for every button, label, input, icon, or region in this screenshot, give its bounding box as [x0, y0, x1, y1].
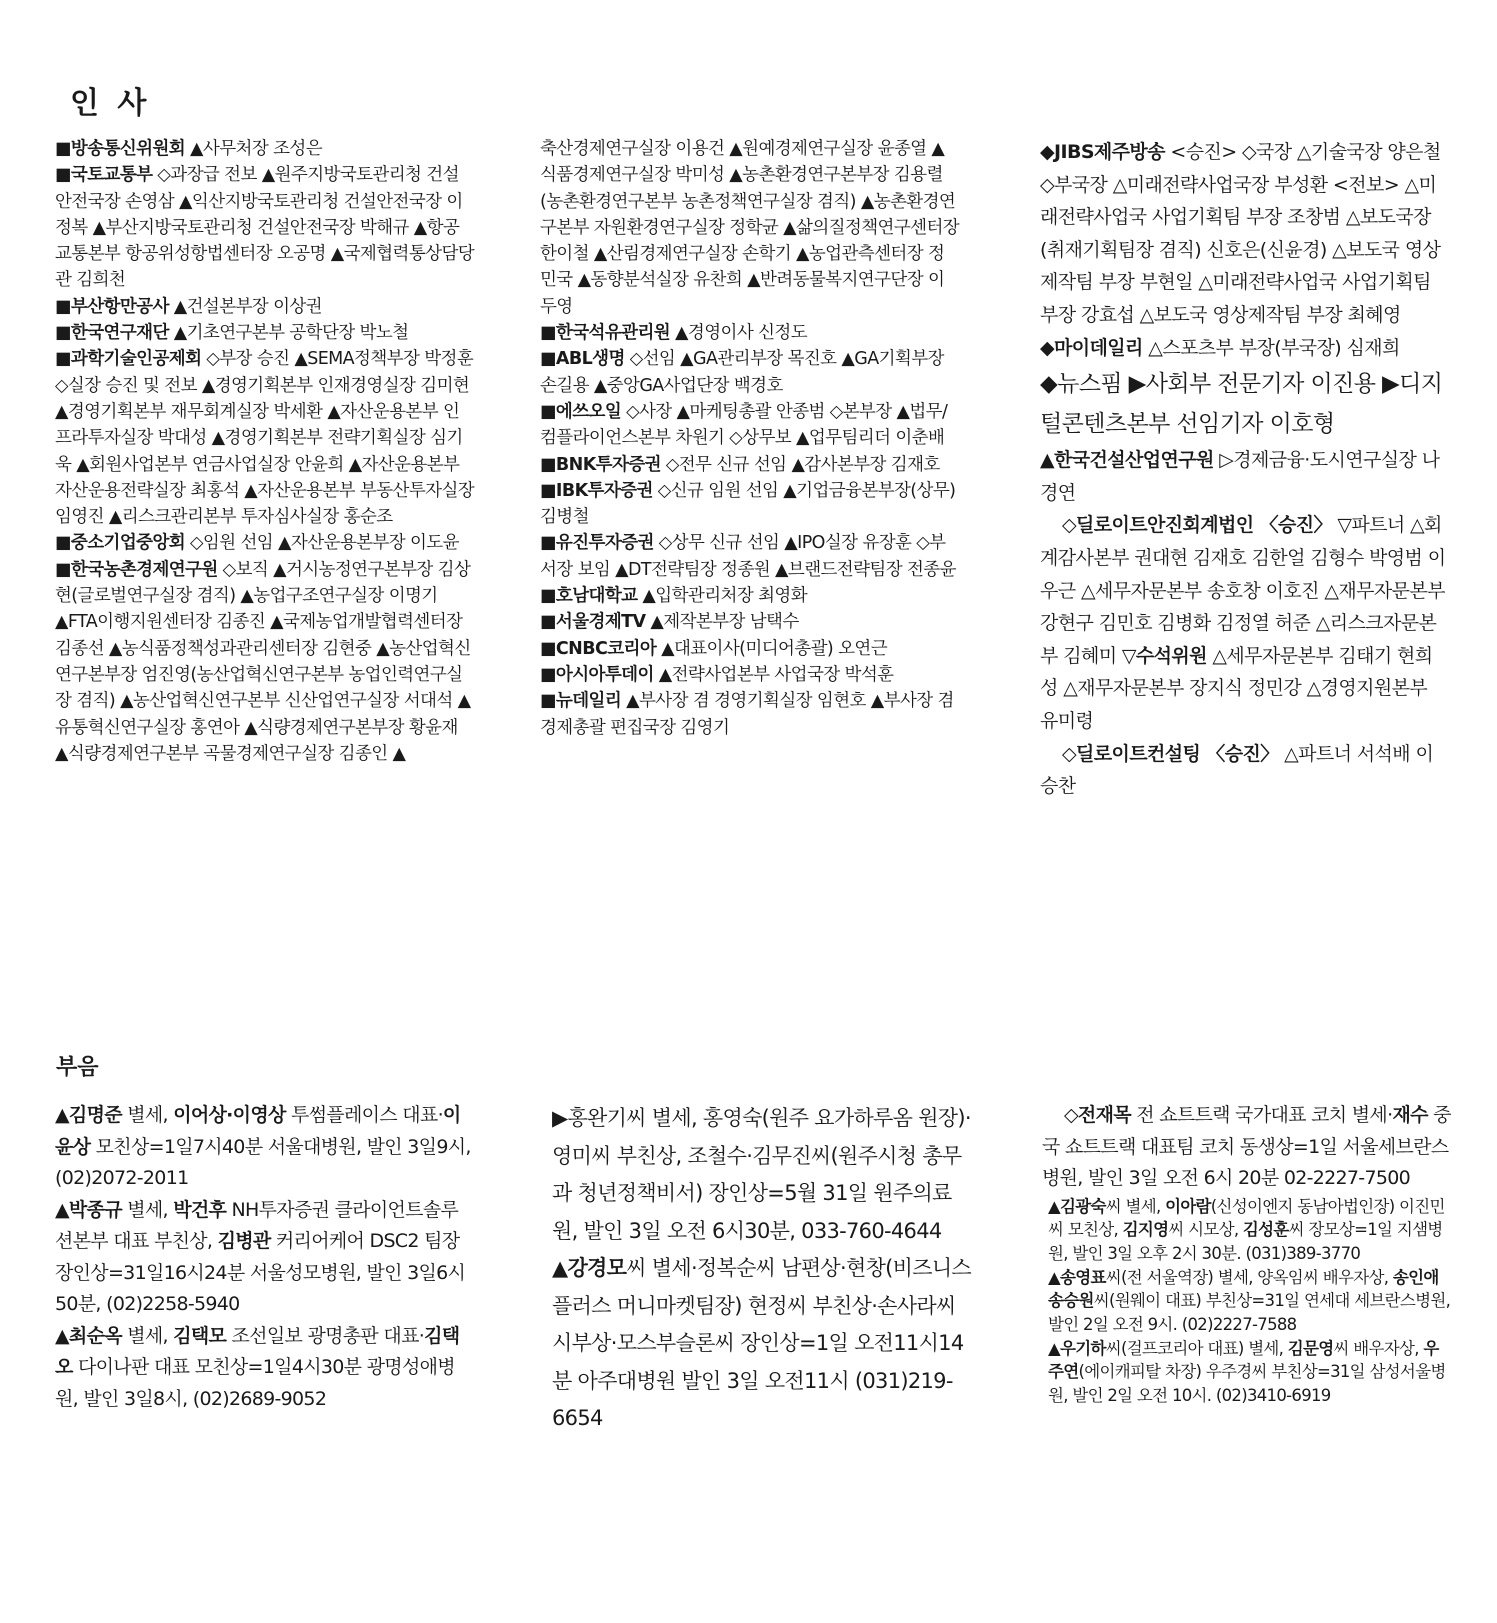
entry-organization: ■아시아투데이 [540, 664, 654, 685]
entry-paragraph [540, 399, 960, 452]
entry-paragraph [1040, 332, 1450, 365]
entry-organization: 박건후 [173, 1198, 227, 1221]
entry-organization: ■IBK투자증권 [540, 480, 653, 501]
entry-text: 커리어케어 DSC2 팀장 장인상=31일16시24분 서울성모병원, 발인 3일6시50분, (02)2258-5940 [55, 1230, 466, 1315]
entry-paragraph [55, 346, 475, 530]
entry-text: 별세, [121, 1324, 174, 1347]
entry-text: ▲사무처장 조성은 [185, 139, 322, 159]
entry-text: 별세, [121, 1104, 174, 1126]
entry-organization: ■서울경제TV [540, 612, 646, 633]
entry-text: 투썸플레이스 대표· [285, 1104, 443, 1126]
entry-organization: ▽수석위원 [1121, 644, 1207, 667]
entry-paragraph [1040, 364, 1450, 444]
entry-text: ◇임원 선임 ▲자산운용본부장 이도윤 [185, 533, 459, 554]
entry-text: 축산경제연구실장 이용건 ▲원예경제연구실장 윤종열 ▲식품경제연구실장 박미성 ▲농촌환경연구본부장 김용렬(농촌환경연구본부 농촌정책연구실장 겸직) ▲농촌환경연구본부 자원환경연구실장 정학균 ▲삶의질정책연구센터장 한이철 ▲산림경제연구실장 손학기 ▲농업관측센터장 정민국 ▲동향분석실장 유찬희 ▲반려동물복지연구단장 이두영 [540, 139, 960, 317]
entry-organization: ▲우기하 [1048, 1338, 1106, 1358]
entry-text: 모친상=1일7시40분 서울대병원, 발인 3일9시, (02)2072-2011 [55, 1135, 471, 1189]
entry-organization: 이어상·이영상 [173, 1104, 286, 1126]
entry-organization: ■한국연구재단 [55, 323, 169, 344]
entry-paragraph [540, 478, 960, 531]
entry-paragraph [1042, 1100, 1452, 1195]
entry-text: 조선일보 광명총판 대표· [226, 1324, 425, 1347]
entry-text: △파트너 서석배 이승찬 [1040, 742, 1434, 798]
entry-text: ▲전략사업본부 사업국장 박석훈 [653, 664, 894, 685]
entry-paragraph [540, 609, 960, 635]
entry-paragraph [540, 452, 960, 478]
entry-text: ◇상무 신규 선임 ▲IPO실장 유장훈 ◇부서장 보임 ▲DT전략팀장 정종원 ▲브랜드전략팀장 전종윤 [540, 533, 956, 580]
entry-paragraph [55, 162, 475, 293]
entry-organization: ▲김광숙 [1048, 1196, 1106, 1216]
entry-paragraph [55, 320, 475, 346]
entry-text: 씨(걸프코리아 대표) 별세, [1105, 1338, 1288, 1358]
entry-organization: 재수 [1392, 1104, 1428, 1126]
entry-text: ◇신규 임원 선임 ▲기업금융본부장(상무) 김병철 [540, 480, 956, 528]
entry-organization: ■BNK투자증권 [540, 454, 661, 475]
entry-paragraph [55, 557, 475, 767]
entry-paragraph [55, 1195, 475, 1321]
entry-text: (에이캐피탈 차장) 우주경씨 부친상=31일 삼성서울병원, 발인 2일 오전 10시. (02)3410-6919 [1048, 1362, 1446, 1406]
entry-organization: ■중소기업중앙회 [55, 533, 186, 554]
entry-text: ◆뉴스핌 ▶사회부 전문기자 이진용 ▶디지털콘텐츠본부 선임기자 이호형 [1040, 371, 1443, 438]
entry-organization: ▲김명준 [55, 1104, 122, 1126]
entry-text: ▲기초연구본부 공학단장 박노철 [168, 323, 409, 344]
entry-organization: ■부산항만공사 [55, 296, 169, 317]
entry-organization: ◆마이데일리 [1040, 336, 1143, 359]
obituary-column-3 [1042, 1100, 1452, 1408]
entry-text: ◇ [1064, 1104, 1078, 1126]
entry-organization: ■호남대학교 [540, 586, 638, 607]
entry-organization: ▲송영표 [1048, 1267, 1106, 1287]
entry-organization: ■에쓰오일 [540, 401, 622, 422]
entry-text: ◇전무 신규 선임 ▲감사본부장 김재호 [660, 454, 940, 475]
entry-organization: 김문영 [1287, 1338, 1334, 1358]
entry-paragraph [540, 636, 960, 662]
entry-organization: ■뉴데일리 [540, 691, 622, 712]
entry-text: 씨(원웨이 대표) 부친상=31일 연세대 세브란스병원, 발인 2일 오전 9시. (02)2227-7588 [1048, 1291, 1451, 1335]
entry-paragraph [540, 583, 960, 609]
entry-paragraph [1040, 738, 1450, 803]
entry-organization: 김지영 [1122, 1220, 1169, 1240]
entry-text: ◇사장 ▲마케팅총괄 안종범 ◇본부장 ▲법무/컴플라이언스본부 차원기 ◇상무보 ▲업무팀리더 이춘배 [540, 401, 948, 449]
entry-text: ▲대표이사(미디어총괄) 오연근 [656, 638, 888, 659]
entry-text: 다이나판 대표 모친상=1일4시30분 광명성애병원, 발인 3일8시, (02)2689-9052 [55, 1356, 455, 1410]
entry-paragraph [540, 688, 960, 741]
entry-text: ▲부사장 겸 경영기획실장 임현호 ▲부사장 겸 경제총괄 편집국장 김영기 [540, 691, 954, 738]
entry-text: △세무자문본부 김태기 현희성 △재무자문본부 장지식 정민강 △경영지원본부 유미령 [1040, 644, 1433, 732]
obituary-column-2 [552, 1100, 972, 1438]
entry-paragraph [552, 1100, 972, 1250]
entry-text: ◇부장 승진 ▲SEMA정책부장 박정훈 ◇실장 승진 및 전보 ▲경영기획본부 인재경영실장 김미현 ▲경영기획본부 재무회계실장 박세환 ▲자산운용본부 인프라투자실장 박대성 ▲경영기획본부 전략기획실장 심기욱 ▲회원사업본부 연금사업실장 안윤희 ▲자산운용본부 자산운용전략실장 최홍석 ▲자산운용본부 부동산투자실장 임영진 ▲리스크관리본부 투자심사실장 홍순조 [55, 349, 475, 528]
personnel-column-3 [1040, 136, 1450, 803]
entry-text: △스포츠부 부장(부국장) 심재희 [1142, 336, 1400, 359]
entry-text: 씨 시모상, [1168, 1220, 1243, 1240]
entry-paragraph [1042, 1266, 1452, 1337]
entry-paragraph [1040, 509, 1450, 737]
entry-organization: 김택모 [173, 1324, 227, 1347]
entry-paragraph [55, 136, 475, 162]
entry-text: ◇과장급 전보 ▲원주지방국토관리청 건설안전국장 손영삼 ▲익산지방국토관리청 건설안전국장 이정복 ▲부산지방국토관리청 건설안전국장 박해규 ▲항공교통본부 항공위성항법센터장 오공명 ▲국제협력통상담당관 김희천 [55, 165, 475, 291]
entry-paragraph [540, 136, 960, 320]
entry-organization: ◇딜로이트컨설팅 〈승진〉 [1062, 742, 1279, 765]
entry-text: ◇선임 ▲GA관리부장 목진호 ▲GA기획부장 손길용 ▲중앙GA사업단장 백경호 [540, 349, 944, 396]
entry-text: (신성이엔지 동남아법인장) 이진민씨 모친상, [1048, 1196, 1445, 1240]
entry-organization: ■국토교통부 [55, 165, 153, 186]
entry-organization: 이아람 [1165, 1196, 1211, 1216]
entry-organization: ◇딜로이트안진회계법인 〈승진〉 [1062, 514, 1332, 537]
entry-text: 별세, [121, 1198, 174, 1221]
entry-text: ▲건설본부장 이상권 [168, 296, 322, 317]
entry-organization: ■유진투자증권 [540, 533, 654, 554]
entry-paragraph [552, 1250, 972, 1438]
entry-organization: 송인애 송승원 [1048, 1267, 1439, 1311]
entry-paragraph [55, 294, 475, 320]
entry-paragraph [1040, 444, 1450, 509]
entry-organization: ▲강경모 [552, 1256, 627, 1280]
entry-organization: 김병관 [217, 1230, 271, 1252]
entry-organization: 전재목 [1077, 1104, 1131, 1126]
entry-text: ▲경영이사 신정도 [670, 323, 807, 344]
entry-paragraph [540, 346, 960, 399]
entry-text: ▷경제금융·도시연구실장 나경연 [1040, 449, 1440, 504]
entry-text: ▶홍완기씨 별세, 홍영숙(원주 요가하루옴 원장)·영미씨 부친상, 조철수·김무진씨(원주시청 총무과 청년정책비서) 장인상=5월 31일 원주의료원, 발인 3일 오전 6시30분, 033-760-4644 [552, 1106, 971, 1243]
entry-text: ▲제작본부장 남택수 [645, 612, 799, 633]
entry-organization: ▲한국건설산업연구원 [1040, 449, 1214, 472]
entry-paragraph [1042, 1337, 1452, 1408]
entry-paragraph [55, 1100, 475, 1195]
obituary-section-title: 부음 [56, 1055, 99, 1080]
entry-text: 씨 장모상=1일 지샘병원, 발인 3일 오후 2시 30분. (031)389-3770 [1048, 1220, 1443, 1263]
entry-text: 씨 별세, [1105, 1196, 1166, 1216]
entry-text: ◇보직 ▲거시농정연구본부장 김상현(글로벌연구실장 겸직) ▲농업구조연구실장 이명기 ▲FTA이행지원센터장 김종진 ▲국제농업개발협력센터장 김종선 ▲농식품정책성과관리센터장 김현중 ▲농산업혁신연구본부장 엄진영(농산업혁신연구본부 농업인력연구실장 겸직) ▲농산업혁신연구본부 신산업연구실장 서대석 ▲유통혁신연구실장 홍연아 ▲식량경제연구본부장 황윤재 ▲식량경제연구본부 곡물경제연구실장 김종인 ▲ [55, 559, 471, 764]
entry-organization: 이윤상 [55, 1104, 461, 1158]
obituary-column-1 [55, 1100, 475, 1415]
entry-paragraph [540, 662, 960, 688]
entry-text: NH투자증권 클라이언트솔루션본부 대표 부친상, [55, 1198, 459, 1252]
entry-text: 씨(전 서울역장) 별세, 양옥임씨 배우자상, [1105, 1267, 1393, 1287]
entry-organization: 우주연 [1048, 1338, 1439, 1382]
entry-paragraph [55, 530, 475, 556]
entry-organization: ■CNBC코리아 [540, 638, 657, 659]
entry-text: 전 쇼트트랙 국가대표 코치 별세· [1130, 1104, 1393, 1126]
entry-text: ▲입학관리처장 최영화 [637, 586, 807, 607]
entry-text: <승진> ◇국장 △기술국장 양은철 ◇부국장 △미래전략사업국장 부성환 <전보> △미래전략사업국 사업기획팀 부장 조창범 △보도국장(취재기획팀장 겸직) 신호은(신윤경) △보도국 영상제작팀 부장 부현일 △미래전략사업국 사업기획팀 부장 강효섭 △보도국 영상제작팀 부장 최혜영 [1040, 141, 1441, 326]
entry-organization: ■한국석유관리원 [540, 323, 671, 344]
entry-paragraph [1040, 136, 1450, 332]
entry-paragraph [1042, 1195, 1452, 1266]
entry-organization: ■과학기술인공제회 [55, 349, 202, 370]
entry-organization: ◆JIBS제주방송 [1040, 141, 1165, 163]
entry-text: ▽파트너 △회계감사본부 권대현 김재호 김한얼 김형수 박영범 이우근 △세무자문본부 송호창 이호진 △재무자문본부 강현구 김민호 김병화 김정열 허준 △리스크자문본부 김혜미 [1040, 514, 1446, 667]
entry-organization: 김성훈 [1242, 1220, 1289, 1240]
personnel-section-title: 인 사 [70, 86, 151, 121]
entry-paragraph [540, 530, 960, 583]
entry-organization: 김택오 [55, 1324, 460, 1378]
entry-organization: ▲최순옥 [55, 1324, 122, 1347]
entry-organization: ■ABL생명 [540, 349, 625, 370]
entry-text: 중국 쇼트트랙 대표팀 코치 동생상=1일 서울세브란스병원, 발인 3일 오전 6시 20분 02-2227-7500 [1042, 1104, 1451, 1189]
entry-organization: ■한국농촌경제연구원 [55, 559, 218, 580]
entry-paragraph [540, 320, 960, 346]
entry-paragraph [55, 1321, 475, 1416]
entry-text: 씨 별세·정복순씨 남편상·현창(비즈니스플러스 머니마켓팀장) 현정씨 부친상·손사라씨 시부상·모스부슬론씨 장인상=1일 오전11시14분 아주대병원 발인 3일 오전11시 (031)219-6654 [552, 1256, 971, 1430]
entry-organization: ■방송통신위원회 [55, 139, 186, 159]
entry-organization: ▲박종규 [55, 1198, 122, 1221]
entry-text: 씨 배우자상, [1333, 1338, 1424, 1358]
personnel-column-1 [55, 136, 475, 767]
personnel-column-2 [540, 136, 960, 741]
